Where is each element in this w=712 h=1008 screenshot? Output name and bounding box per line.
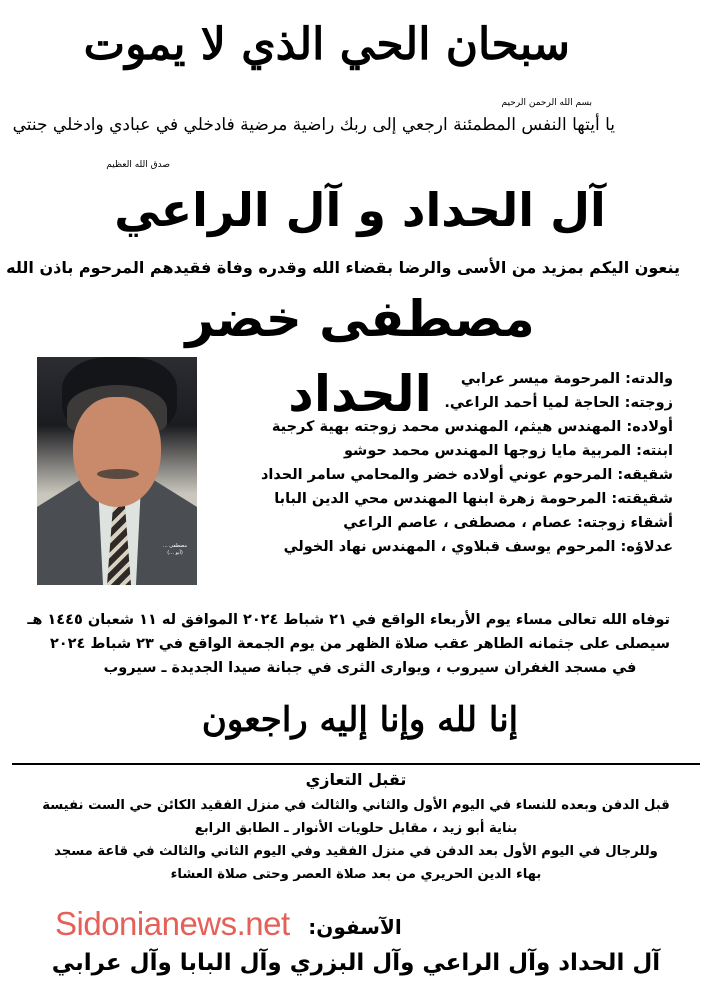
family-row: عدلاؤه: المرحوم يوسف قبلاوي ، المهندس نهاد الخولي [283,539,673,555]
family-label: ابنته [641,443,673,459]
family-value: المرحوم يوسف قبلاوي ، المهندس نهاد الخولي [283,539,616,555]
family-value: المهندس هيثم، المهندس محمد زوجته بهية كرجية [271,419,622,435]
family-value: المرحوم عوني أولاده خضر والمحامي سامر الحداد [260,467,613,483]
condolences-line: وللرجال في اليوم الأول بعد الدفن في منزل الفقيد وفي اليوم الثاني والثالث في قاعة مسجد [54,844,658,859]
footer-calligraphy: إنا لله وإنا إليه راجعون [201,700,519,740]
death-info-line: سيصلى على جثمانه الطاهر عقب صلاة الظهر من يوم الجمعة الواقع في ٢٣ شباط ٢٠٢٤ [49,636,670,652]
families-title: آل الحداد و آل الراعي [114,183,606,237]
header-calligraphy: سبحان الحي الذي لا يموت [83,19,570,70]
condolences-title: تقبل التعازي [305,770,407,789]
death-info-line: توفاه الله تعالى مساء يوم الأربعاء الواقع في ٢١ شباط ٢٠٢٤ الموافق له ١١ شعبان ١٤٤٥ هـ [27,612,670,628]
watermark: Sidonianews.net [55,905,290,942]
family-value: المرحومة زهرة ابنها المهندس محي الدين البابا [274,491,607,507]
condolences-section [20,768,692,886]
photo-caption-line1: مصطفى ... [162,543,188,549]
family-label: عدلاؤه [626,539,673,555]
announcement: ينعون اليكم بمزيد من الأسى والرضا بقضاء الله وقدره وفاة فقيدهم المرحوم باذن الله [6,258,680,277]
family-row: والدته: المرحومة ميسر عرابي [460,371,673,387]
death-info [27,608,670,680]
family-label: أشقاء زوجته [582,515,673,531]
family-label: والدته [630,371,673,387]
photo-mustache [97,469,139,479]
family-label: زوجته [630,395,673,411]
basmala: بسم الله الرحمن الرحيم [501,98,592,108]
divider [12,763,700,765]
quran-verse: يا أيتها النفس المطمئنة ارجعي إلى ربك راضية مرضية فادخلي في عبادي وادخلي جنتي [12,115,615,135]
family-list [225,367,673,559]
photo-face [73,397,161,507]
family-label: أولاده [632,419,673,435]
photo-caption [155,543,195,557]
family-row: شقيقه: المرحوم عوني أولاده خضر والمحامي سامر الحداد [260,467,673,483]
family-row: ابنته: المربية مايا زوجها المهندس محمد حوشو [343,443,673,459]
deceased-photo [37,357,197,585]
family-value: المرحومة ميسر عرابي [460,371,621,387]
sadaqa-text: صدق الله العظيم [106,160,170,170]
family-value: عصام ، مصطفى ، عاصم الراعي [343,515,573,531]
family-row: شقيقته: المرحومة زهرة ابنها المهندس محي الدين البابا [274,491,673,507]
family-label: شقيقه [623,467,673,483]
death-info-line: في مسجد الغفران سيروب ، ويوارى الثرى في جبانة صيدا الجديدة ـ سيروب [103,660,637,676]
deceased-name: مصطفى خضر الحداد [185,290,535,423]
mourners-title: الآسفون: [308,915,402,939]
condolences-line: بناية أبو زيد ، مقابل حلويات الأنوار ـ الطابق الرابع [194,821,518,836]
mourners-list: آل الحداد وآل الراعي وآل البزري وآل البابا وآل عرابي [51,950,661,976]
condolences-line: بهاء الدين الحريري من بعد صلاة العصر وحتى صلاة العشاء [170,867,542,882]
photo-caption-line2: (أبو ...) [167,550,183,556]
family-value: المربية مايا زوجها المهندس محمد حوشو [343,443,632,459]
family-label: شقيقته [617,491,673,507]
family-row: زوجته: الحاجة لميا أحمد الراعي. [444,395,673,411]
condolences-line: قبل الدفن وبعده للنساء في اليوم الأول والثاني والثالث في منزل الفقيد الكائن حي الست نفيسة [42,798,670,813]
family-row: أشقاء زوجته: عصام ، مصطفى ، عاصم الراعي [343,515,673,531]
family-row: أولاده: المهندس هيثم، المهندس محمد زوجته بهية كرجية [271,419,673,435]
family-value: الحاجة لميا أحمد الراعي. [444,395,620,411]
